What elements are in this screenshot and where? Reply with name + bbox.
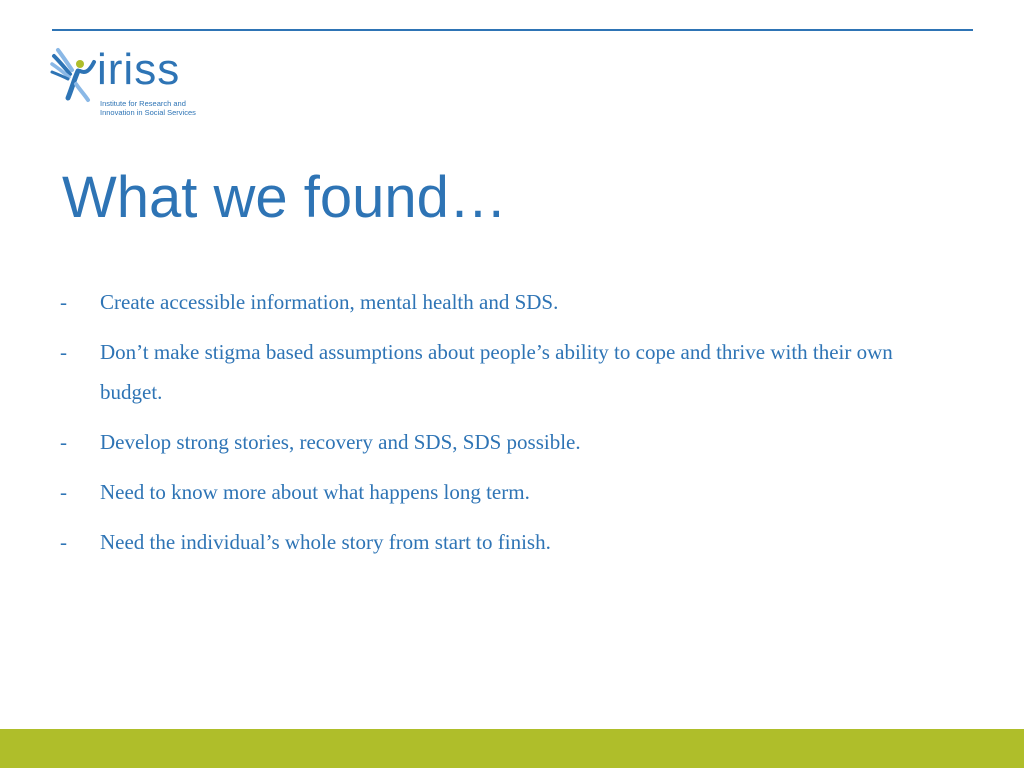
bullet-text: Don’t make stigma based assumptions about people’s ability to cope and thrive with their own budget. [100, 340, 893, 404]
iriss-logo [50, 44, 220, 119]
bullet-item [58, 282, 958, 322]
bullet-item [58, 332, 958, 412]
iriss-figure-icon [50, 44, 98, 104]
top-divider-line [52, 29, 973, 31]
footer-color-band [0, 729, 1024, 768]
bullet-text: Create accessible information, mental health and SDS. [100, 290, 559, 314]
bullet-item [58, 522, 958, 562]
bullet-text: Need the individual’s whole story from start to finish. [100, 530, 551, 554]
slide-title: What we found… [62, 165, 507, 230]
bullet-marker: - [60, 430, 67, 454]
logo-tagline: Institute for Research and Innovation in Social Services [100, 99, 196, 117]
bullet-text: Need to know more about what happens long term. [100, 480, 530, 504]
bullet-marker: - [60, 340, 67, 364]
bullet-item [58, 422, 958, 462]
bullet-text: Develop strong stories, recovery and SDS, SDS possible. [100, 430, 581, 454]
bullet-marker: - [60, 530, 67, 554]
bullet-item [58, 472, 958, 512]
logo-wordmark: iriss [97, 45, 181, 94]
bullet-marker: - [60, 290, 67, 314]
bullet-list [58, 282, 958, 572]
bullet-marker: - [60, 480, 67, 504]
